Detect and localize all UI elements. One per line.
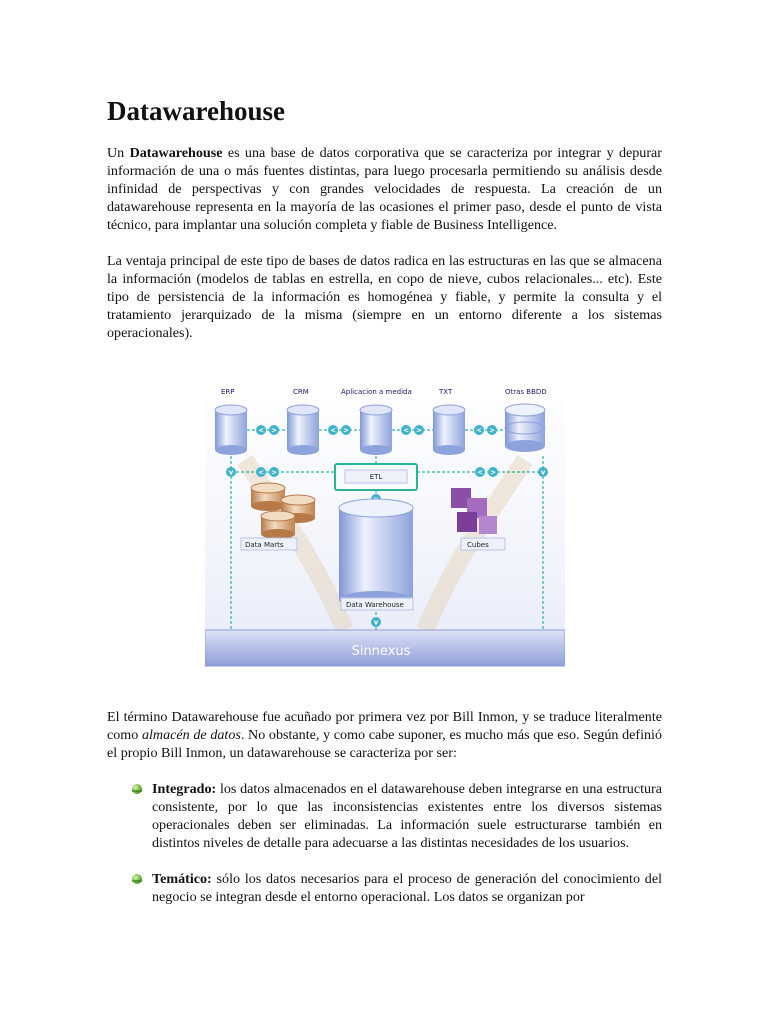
paragraph-advantages: La ventaja principal de este tipo de bases de datos radica en las estructuras en las que se almacena la información (modelos de tablas en estrella, en copo de nieve, cubos relacionales... etc). Este tipo de persistencia de la información es homogénea y fiable, y permite la consulta y el tratamiento jerarquizado de la misma (siempre en un entorno diferente a los sistemas operacionales). [107,253,662,341]
paragraph3-italic: almacén de datos [141,727,241,743]
data-marts-label: Data Marts [245,541,284,549]
arrow-left-label: < [330,426,336,435]
arrow-right-label: > [490,468,496,477]
arrow-down-label: v [228,468,234,477]
arrow-right-label: > [271,468,277,477]
erp-cylinder-icon [215,405,247,455]
txt-cylinder-icon [433,405,465,455]
intro-term: Datawarehouse [129,145,223,161]
arrow-left-label: < [258,426,264,435]
source-label-crm: CRM [293,388,309,396]
crm-cylinder-icon [287,405,319,455]
intro-lead: Un [107,145,130,161]
arrow-right-label: > [489,426,495,435]
datawarehouse-diagram [205,380,565,680]
characteristics-list [131,780,662,906]
etl-label: ETL [369,473,383,481]
arrow-down-label: v [373,618,379,627]
bullet-text: los datos almacenados en el datawarehouse deben integrarse en una estructura consistente, por lo que las inconsistencias existentes entre los diversos sistemas operacionales deben ser eliminadas. La información suele estructurarse también en distintos niveles de detalle para adecuarse a las distintas necesidades de los usuarios. [152,781,662,851]
source-label-custom-app: Aplicacion a medida [341,388,412,396]
cubes-label: Cubes [467,541,489,549]
arrow-left-label: < [258,468,264,477]
arrow-right-label: > [271,426,277,435]
intro-text: es una base de datos corporativa que se caracteriza por integrar y depurar información de una o más fuentes distintas, para luego procesarla permitiendo su análisis desde infinidad de perspectivas y con grandes velocidades de respuesta. La creación de un datawarehouse representa en la mayoría de las ocasiones el primer paso, desde el punto de vista técnico, para implantar una solución completa y fiable de Business Intelligence. [107,145,662,233]
bullet-text: sólo los datos necesarios para el proceso de generación del conocimiento del negocio se integran desde el entorno operacional. Los datos se organizan por [152,871,662,905]
arrow-down-label: v [540,468,546,477]
arrow-left-label: < [477,468,483,477]
custom-app-cylinder-icon [360,405,392,455]
paragraph3-part2: . No obstante, y como cabe suponer, es mucho más que eso. Según definió el propio Bill Inmon, un datawarehouse se caracteriza por ser: [107,727,662,761]
source-label-txt: TXT [439,388,453,396]
list-item [131,780,662,852]
page-title: Datawarehouse [107,96,285,126]
arrow-left-label: < [476,426,482,435]
paragraph-inmon [107,708,662,762]
green-dot-icon [131,783,143,795]
intro-paragraph [107,144,662,234]
list-item [131,870,662,906]
document-page [107,92,662,905]
other-db-icon [505,404,545,452]
arrow-right-label: > [416,426,422,435]
source-label-erp: ERP [221,388,235,396]
source-label-other-db: Otras BBDD [505,388,547,396]
paragraph3-part1: El término Datawarehouse fue acuñado por primera vez por Bill Inmon, y se traduce literalmente como [107,709,662,743]
bullet-term: Integrado: [152,781,217,797]
data-warehouse-label: Data Warehouse [346,601,404,609]
data-warehouse-cylinder-icon [339,499,413,609]
arrow-left-label: < [403,426,409,435]
green-dot-icon [131,873,143,885]
arrow-right-label: > [343,426,349,435]
bullet-term: Temático: [152,871,212,887]
platform-label: Sinnexus [351,644,411,659]
